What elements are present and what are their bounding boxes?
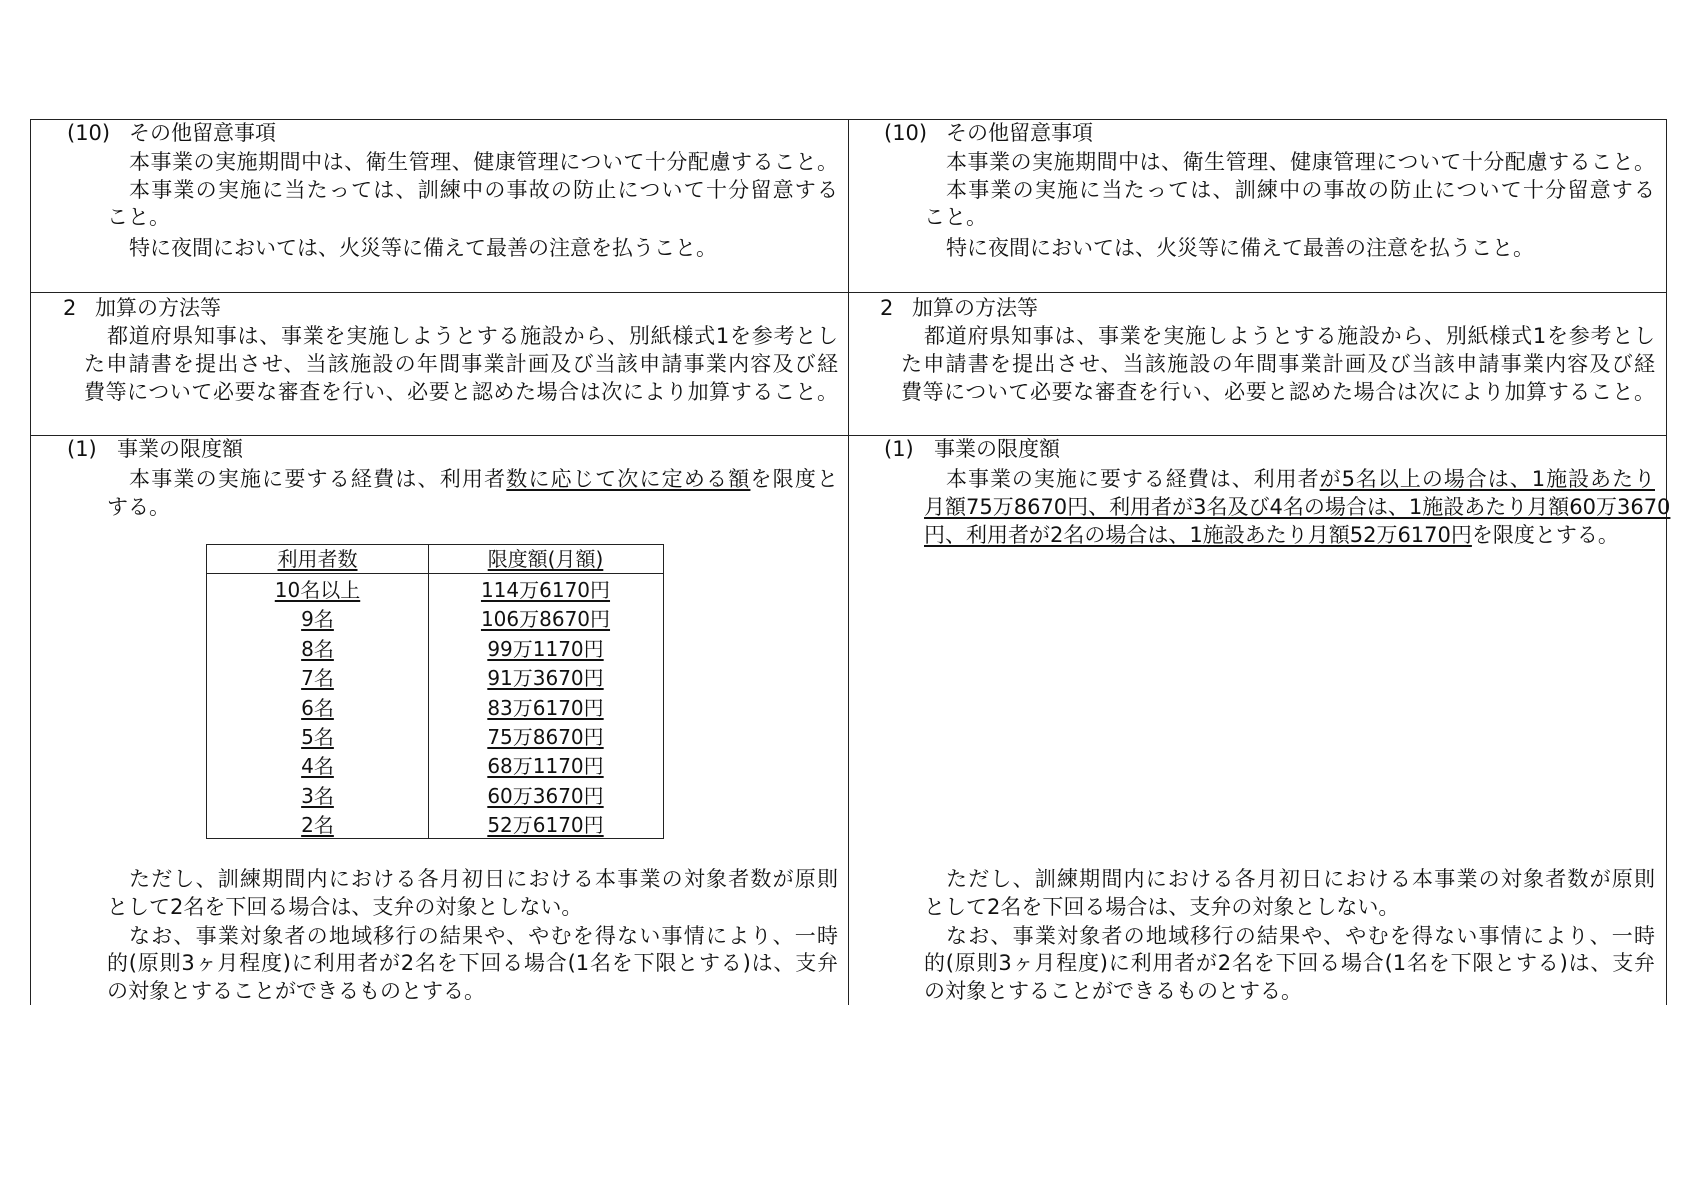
section-heading: 加算の方法等 (912, 296, 1038, 320)
cell-text: 10名以上 (274, 578, 361, 602)
paragraph-line (129, 465, 838, 493)
paragraph-line (924, 521, 1619, 549)
cell-text: 68万1170円 (487, 754, 604, 779)
amended-text: が5名以上の場合は、1施設あたり (1319, 467, 1655, 491)
paragraph-line: の対象とすることができるものとする。 (924, 979, 1302, 1003)
text: を限度と (750, 467, 839, 491)
text: を限度とする。 (1471, 523, 1619, 547)
header-text: 利用者数 (277, 547, 358, 571)
cell-text: 99万1170円 (487, 636, 604, 661)
table-cell-users (207, 635, 428, 663)
section-number: 2 (63, 296, 77, 320)
paragraph-line: 本事業の実施に当たっては、訓練中の事故の防止について十分留意する (946, 178, 1655, 202)
amended-text: 数に応じて次に定める額 (506, 467, 751, 491)
section-number: (1) (67, 437, 97, 461)
paragraph-line: 特に夜間においては、火災等に備えて最善の注意を払うこと。 (129, 236, 717, 260)
paragraph-line: た申請書を提出させ、当該施設の年間事業計画及び当該申請事業内容及び経 (84, 352, 838, 376)
table-cell-limit (428, 782, 663, 810)
text: 本事業の実施に要する経費は、利用者 (129, 467, 507, 491)
cell-text: 8名 (301, 636, 334, 661)
section-heading: 事業の限度額 (934, 437, 1060, 461)
section-number: (1) (884, 437, 914, 461)
table-cell-limit (428, 664, 663, 692)
paragraph-line: 費等について必要な審査を行い、必要と認めた場合は次により加算すること。 (84, 380, 838, 404)
paragraph-line: する。 (107, 495, 170, 519)
table-cell-limit (428, 752, 663, 780)
cell-text: 52万6170円 (487, 813, 604, 838)
section-number: (10) (67, 121, 111, 145)
paragraph-line: た申請書を提出させ、当該施設の年間事業計画及び当該申請事業内容及び経 (901, 352, 1655, 376)
section-number: 2 (880, 296, 894, 320)
table-cell-limit (428, 635, 663, 663)
table-cell-users (207, 664, 428, 692)
table-cell-users (207, 605, 428, 633)
paragraph-line (924, 493, 1671, 521)
cell-text: 4名 (301, 754, 334, 779)
table-cell-limit (428, 576, 663, 604)
paragraph-line: ただし、訓練期間内における各月初日における本事業の対象者数が原則 (946, 867, 1655, 891)
section-number: (10) (884, 121, 928, 145)
paragraph-line: 都道府県知事は、事業を実施しようとする施設から、別紙様式1を参考とし (924, 324, 1655, 348)
paragraph-line: 費等について必要な審査を行い、必要と認めた場合は次により加算すること。 (901, 380, 1655, 404)
cell-text: 106万8670円 (480, 607, 611, 632)
cell-text: 114万6170円 (480, 578, 611, 602)
table-right-border (1666, 119, 1667, 1005)
table-cell-users (207, 576, 428, 604)
table-cell-limit (428, 811, 663, 839)
table-cell-users (207, 723, 428, 751)
paragraph-line: ただし、訓練期間内における各月初日における本事業の対象者数が原則 (129, 867, 838, 891)
table-cell-limit (428, 605, 663, 633)
text: 本事業の実施に要する経費は、利用者 (946, 467, 1320, 491)
paragraph-line (946, 465, 1655, 493)
section-heading: 事業の限度額 (117, 437, 243, 461)
paragraph-line: なお、事業対象者の地域移行の結果や、やむを得ない事情により、一時 (946, 924, 1655, 948)
cell-text: 7名 (301, 666, 334, 691)
cell-text: 5名 (301, 725, 334, 749)
cell-text: 9名 (301, 607, 334, 632)
paragraph-line: として2名を下回る場合は、支弁の対象としない。 (107, 895, 583, 919)
paragraph-line: 本事業の実施期間中は、衛生管理、健康管理について十分配慮すること。 (946, 150, 1655, 174)
cell-text: 6名 (301, 695, 334, 720)
cell-text: 60万3670円 (487, 783, 604, 808)
table-cell-users (207, 694, 428, 722)
section-heading: その他留意事項 (946, 121, 1093, 145)
right-column (848, 0, 1671, 1181)
paragraph-line: 本事業の実施期間中は、衛生管理、健康管理について十分配慮すること。 (129, 150, 838, 174)
table-cell-limit (428, 723, 663, 751)
section-heading: その他留意事項 (129, 121, 276, 145)
paragraph-line: 的(原則3ヶ月程度)に利用者が2名を下回る場合(1名を下限とする)は、支弁 (924, 951, 1655, 975)
table-cell-users (207, 782, 428, 810)
table-cell-limit (428, 694, 663, 722)
paragraph-line: 特に夜間においては、火災等に備えて最善の注意を払うこと。 (946, 236, 1534, 260)
paragraph-line: なお、事業対象者の地域移行の結果や、やむを得ない事情により、一時 (129, 924, 838, 948)
table-header-users (207, 545, 428, 573)
paragraph-line: こと。 (924, 205, 987, 229)
paragraph-line: の対象とすることができるものとする。 (107, 979, 485, 1003)
paragraph-line: 本事業の実施に当たっては、訓練中の事故の防止について十分留意する (129, 178, 838, 202)
amended-text: 円、利用者が2名の場合は、1施設あたり月額52万6170円 (924, 523, 1472, 547)
cell-text: 91万3670円 (487, 666, 604, 691)
section-heading: 加算の方法等 (95, 296, 221, 320)
paragraph-line: として2名を下回る場合は、支弁の対象としない。 (924, 895, 1400, 919)
table-header-limit (428, 545, 663, 573)
paragraph-line: こと。 (107, 205, 170, 229)
table-cell-users (207, 811, 428, 839)
table-cell-users (207, 752, 428, 780)
table-header-divider (207, 573, 663, 574)
cell-text: 75万8670円 (487, 725, 604, 749)
cell-text: 3名 (301, 783, 334, 808)
cell-text: 2名 (301, 813, 334, 838)
limit-amount-table (206, 544, 664, 839)
amended-text: 月額75万8670円、利用者が3名及び4名の場合は、1施設あたり月額60万3670 (924, 495, 1671, 519)
header-text: 限度額(月額) (487, 547, 604, 571)
paragraph-line: 都道府県知事は、事業を実施しようとする施設から、別紙様式1を参考とし (107, 324, 838, 348)
paragraph-line: 的(原則3ヶ月程度)に利用者が2名を下回る場合(1名を下限とする)は、支弁 (107, 951, 838, 975)
cell-text: 83万6170円 (487, 695, 604, 720)
